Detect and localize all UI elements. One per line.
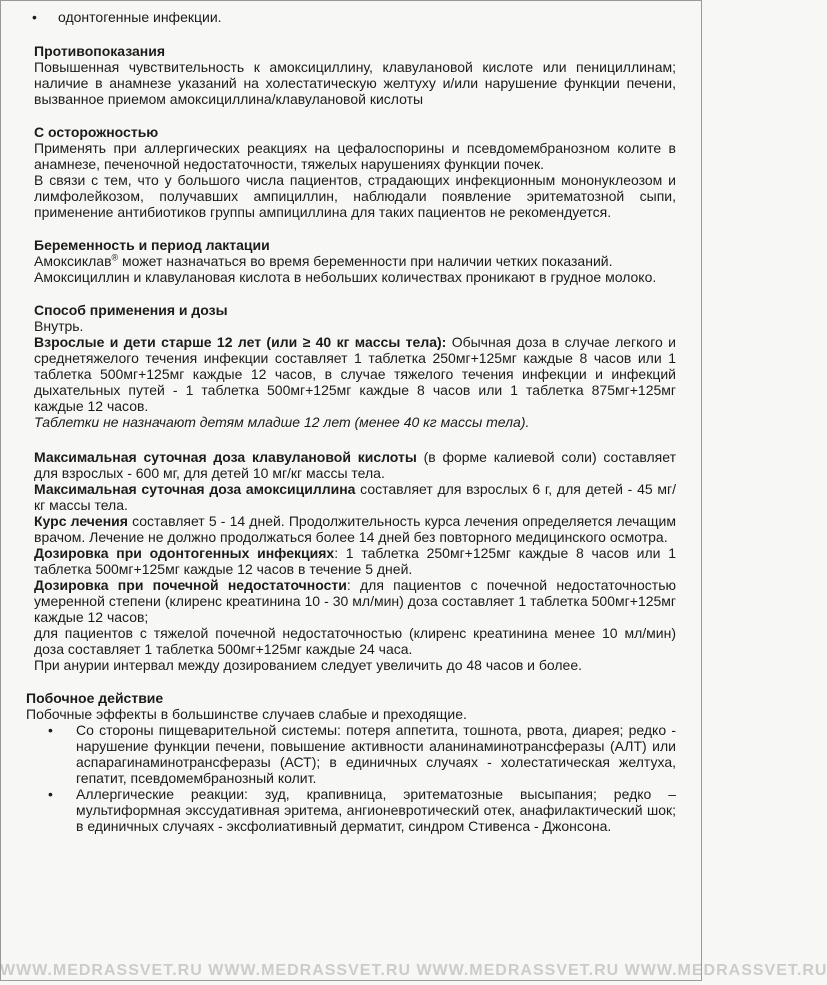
list-item	[34, 786, 676, 834]
max-clavulanic-label: Максимальная суточная доза клавулановой кислоты	[34, 449, 417, 465]
pregnancy-text: может назначаться во время беременности при наличии четких показаний.	[118, 253, 613, 269]
dosage-section	[26, 302, 676, 673]
caution-paragraph: В связи с тем, что у большого числа пациентов, страдающих инфекционным мононуклеозом и лимфолейкозом, получавших ампициллин, наблюдали появление эритематозной сыпи, применение антибиотиков группы ампициллина для таких пациентов не рекомендуется.	[34, 172, 676, 220]
max-amoxicillin-text: составляет для взрослых 6 г, для детей - 45 мг/кг массы тела.	[34, 481, 676, 513]
renal-label: Дозировка при почечной недостаточности	[34, 577, 347, 593]
caution-paragraph: Применять при аллергических реакциях на цефалоспорины и псевдомембранозном колите в анамнезе, печеночной недостаточности, тяжелых нарушениях функции почек.	[34, 140, 676, 172]
bullet-icon: •	[48, 722, 53, 738]
max-clavulanic-text: (в форме калиевой соли) составляет для взрослых - 600 мг, для детей 10 мг/кг массы тела.	[34, 449, 676, 481]
registered-mark: ®	[111, 252, 119, 263]
renal-text: : для пациентов с почечной недостаточностью умеренной степени (клиренс креатинина 10 - 30 мл/мин) доза составляет 1 таблетка 500мг+125мг каждые 12 часов;	[34, 577, 676, 625]
max-amoxicillin-label: Максимальная суточная доза амоксициллина	[34, 481, 356, 497]
section-heading: Противопоказания	[34, 43, 166, 59]
list-item	[34, 722, 676, 786]
anuria-paragraph: При анурии интервал между дозированием следует увеличить до 48 часов и более.	[34, 657, 583, 673]
pregnancy-paragraph: Амоксициллин и клавулановая кислота в небольших количествах проникают в грудное молоко.	[34, 269, 657, 285]
course-label: Курс лечения	[34, 513, 128, 529]
side-effect-text: Со стороны пищеварительной системы: потеря аппетита, тошнота, рвота, диарея; редко - нарушение функции печени, повышение активности аланинаминотрансферазы (АЛТ) или аспарагинаминотрансферазы (АСТ); в единичных случаях - холестатическая желтуха, гепатит, псевдомембранозный колит.	[76, 722, 676, 786]
section-heading: Беременность и период лактации	[34, 237, 270, 253]
course-paragraph	[34, 513, 676, 545]
max-amoxicillin-paragraph	[34, 481, 676, 513]
adult-dose-label: Взрослые и дети старше 12 лет (или ≥ 40 кг массы тела):	[34, 334, 447, 350]
adult-dose-paragraph	[34, 334, 676, 414]
children-note: Таблетки не назначают детям младше 12 лет (менее 40 кг массы тела).	[34, 414, 530, 430]
indication-list-item	[26, 9, 676, 25]
course-text: составляет 5 - 14 дней. Продолжительность курса лечения определяется лечащим врачом. Лечение не должно продолжаться более 14 дней без повторного медицинского осмотра.	[34, 513, 677, 545]
section-heading: С осторожностью	[34, 124, 159, 140]
contraindications-text: Повышенная чувствительность к амоксициллину, клавулановой кислоте или пенициллинам; наличие в анамнезе указаний на холестатическую желтуху и/или нарушение функции печени, вызванное приемом амоксициллина/клавулановой кислоты	[34, 59, 676, 107]
indication-text: одонтогенные инфекции.	[58, 9, 222, 25]
document-page	[26, 9, 676, 834]
section-heading: Способ применения и дозы	[34, 302, 228, 318]
pregnancy-paragraph	[34, 253, 676, 269]
max-clavulanic-paragraph	[34, 449, 676, 481]
odontogenic-label: Дозировка при одонтогенных инфекциях	[34, 545, 335, 561]
odontogenic-paragraph	[34, 545, 676, 577]
side-effects-intro: Побочные эффекты в большинстве случаев слабые и преходящие.	[26, 706, 467, 722]
caution-section	[26, 124, 676, 220]
side-effects-section	[26, 690, 676, 834]
side-effect-text: Аллергические реакции: зуд, крапивница, эритематозные высыпания; редко – мультиформная экссудативная эритема, ангионевротический отек, анафилактический шок; в единичных случаях - эксфолиативный дерматит, синдром Стивенса - Джонсона.	[76, 786, 676, 834]
renal-paragraph	[34, 577, 676, 625]
pregnancy-section	[26, 237, 676, 285]
bullet-icon: •	[48, 786, 53, 802]
bullet-icon: •	[32, 9, 37, 25]
watermark: WWW.MEDRASSVET.RU WWW.MEDRASSVET.RU WWW.MEDRASSVET.RU WWW.MEDRASSVET.RU	[0, 962, 827, 979]
renal-severe-paragraph: для пациентов с тяжелой почечной недостаточностью (клиренс креатинина менее 10 мл/мин) доза составляет 1 таблетка 500мг+125мг каждые 24 часа.	[34, 625, 676, 657]
contraindications-section	[26, 43, 676, 107]
route-text: Внутрь.	[34, 318, 84, 334]
section-heading: Побочное действие	[26, 690, 164, 706]
adult-dose-text: Обычная доза в случае легкого и среднетяжелого течения инфекции составляет 1 таблетка 250мг+125мг каждые 8 часов или 1 таблетка 500мг+125мг каждые 12 часов, в случае тяжелого течения инфекции и инфекций дыхательных путей - 1 таблетка 500мг+125мг каждые 8 часов или 1 таблетка 875мг+125мг каждые 12 часов.	[34, 334, 676, 414]
side-effects-list	[26, 722, 676, 834]
odontogenic-text: : 1 таблетка 250мг+125мг каждые 8 часов или 1 таблетка 500мг+125мг каждые 12 часов в течение 5 дней.	[34, 545, 676, 577]
brand-name: Амоксиклав	[34, 253, 112, 269]
